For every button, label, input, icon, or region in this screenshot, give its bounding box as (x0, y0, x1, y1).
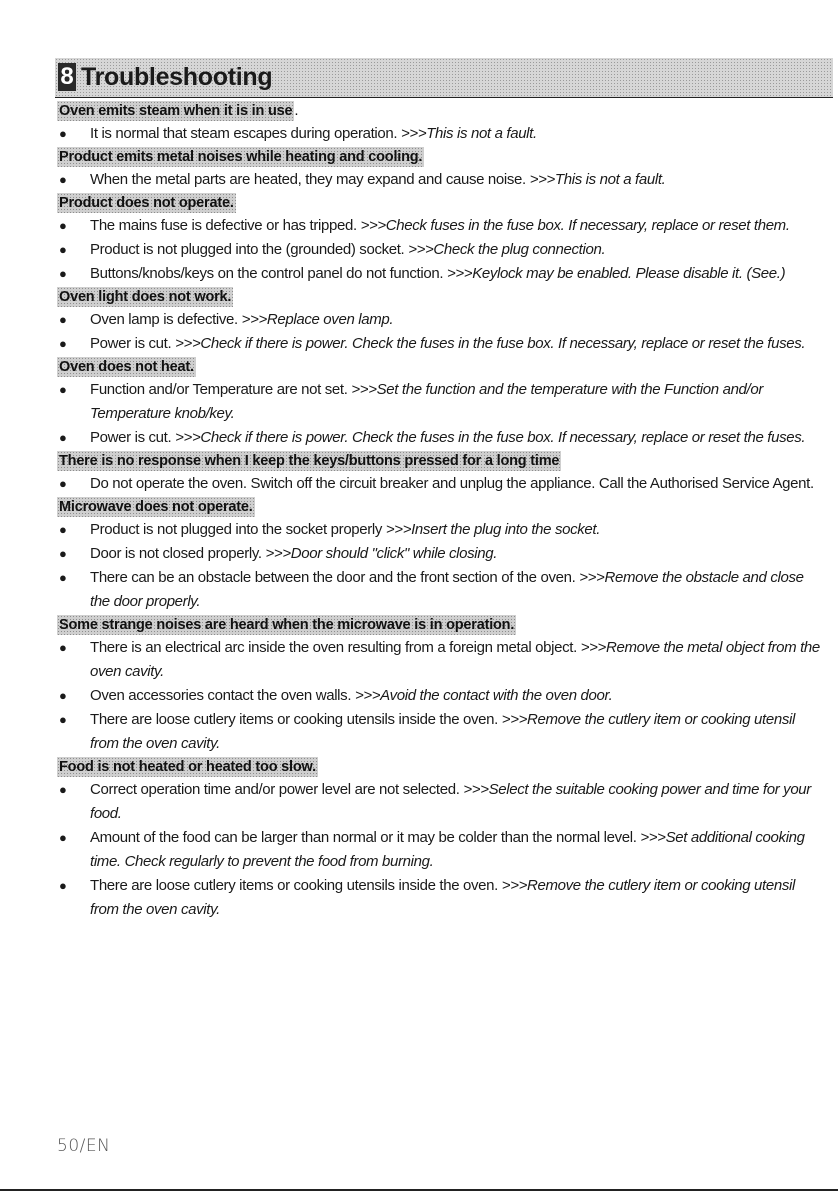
list-item (57, 874, 827, 922)
item-action: >>>Door should "click" while closing. (265, 545, 498, 562)
item-action: >>>Avoid the contact with the oven door. (354, 687, 613, 704)
bullet-icon: ● (59, 570, 67, 585)
item-action: >>>Replace oven lamp. (241, 311, 394, 328)
section-heading: Product does not operate. (59, 195, 234, 211)
list-item (57, 542, 827, 566)
list-item (57, 636, 827, 684)
bullet-icon: ● (59, 476, 67, 491)
list-item (57, 826, 827, 874)
list-item (57, 778, 827, 826)
item-action: >>>Remove the cutlery item or cooking utensil from the oven cavity. (90, 711, 795, 752)
item-text: Product is not plugged into the socket properly (90, 521, 386, 538)
section-heading: Oven does not heat. (59, 359, 194, 375)
chapter-title: Troubleshooting (81, 63, 273, 91)
list-item (57, 378, 827, 426)
troubleshooting-list (57, 100, 827, 922)
section-steam (57, 100, 827, 146)
item-text: It is normal that steam escapes during operation. (90, 125, 402, 142)
bullet-icon: ● (59, 782, 67, 797)
item-text: There can be an obstacle between the door and the front section of the oven. (90, 569, 580, 586)
section-microwave-not-operate (57, 496, 827, 614)
item-action: >>>Keylock may be enabled. Please disable it. (See.) (446, 265, 786, 282)
chapter-number-badge: 8 (58, 63, 76, 91)
section-food-not-heated (57, 756, 827, 922)
item-text: There is an electrical arc inside the oven resulting from a foreign metal object. (90, 639, 581, 656)
list-item (57, 262, 827, 286)
list-item (57, 214, 827, 238)
item-action: >>>Insert the plug into the socket. (385, 521, 601, 538)
item-action: >>>Check if there is power. Check the fuses in the fuse box. If necessary, replace or reset the fuses. (175, 429, 806, 446)
bullet-icon: ● (59, 266, 67, 281)
bullet-icon: ● (59, 242, 67, 257)
item-text: The mains fuse is defective or has tripped. (90, 217, 361, 234)
item-action: >>>Check if there is power. Check the fuses in the fuse box. If necessary, replace or reset the fuses. (175, 335, 806, 352)
bullet-icon: ● (59, 712, 67, 727)
item-text: Buttons/knobs/keys on the control panel do not function. (90, 265, 447, 282)
item-action: >>>Check the plug connection. (408, 241, 606, 258)
item-text: Oven accessories contact the oven walls. (90, 687, 355, 704)
bullet-icon: ● (59, 546, 67, 561)
list-item (57, 238, 827, 262)
section-heading: Some strange noises are heard when the microwave is in operation. (59, 617, 515, 633)
section-heading: Product emits metal noises while heating and cooling. (59, 149, 423, 165)
list-item (57, 168, 827, 192)
page-number: 50/EN (57, 1136, 111, 1156)
list-item (57, 518, 827, 542)
item-text: Power is cut. (90, 335, 176, 352)
list-item (57, 472, 827, 496)
section-no-response (57, 450, 827, 496)
item-text: Product is not plugged into the (grounded) socket. (90, 241, 409, 258)
section-metal-noises (57, 146, 827, 192)
bullet-icon: ● (59, 172, 67, 187)
item-text: There are loose cutlery items or cooking utensils inside the oven. (90, 711, 502, 728)
list-item (57, 708, 827, 756)
item-text: Amount of the food can be larger than normal or it may be colder than the normal level. (90, 829, 641, 846)
bullet-icon: ● (59, 430, 67, 445)
item-action: >>>This is not a fault. (529, 171, 666, 188)
section-oven-light (57, 286, 827, 356)
list-item (57, 426, 827, 450)
list-item (57, 566, 827, 614)
bullet-icon: ● (59, 640, 67, 655)
bullet-icon: ● (59, 126, 67, 141)
list-item (57, 122, 827, 146)
bullet-icon: ● (59, 336, 67, 351)
item-text: Power is cut. (90, 429, 176, 446)
bullet-icon: ● (59, 312, 67, 327)
bullet-icon: ● (59, 382, 67, 397)
item-action: >>>Check fuses in the fuse box. If necessary, replace or reset them. (360, 217, 790, 234)
item-action: >>>Set additional cooking time. Check regularly to prevent the food from burning. (90, 829, 805, 870)
bullet-icon: ● (59, 878, 67, 893)
item-action: >>>Remove the metal object from the oven cavity. (90, 639, 820, 680)
item-action: >>>Remove the cutlery item or cooking utensil from the oven cavity. (90, 877, 795, 918)
section-heading: Oven light does not work. (59, 289, 232, 305)
section-does-not-heat (57, 356, 827, 450)
bullet-icon: ● (59, 522, 67, 537)
list-item (57, 308, 827, 332)
item-text: Oven lamp is defective. (90, 311, 242, 328)
item-text: Correct operation time and/or power level are not selected. (90, 781, 464, 798)
bullet-icon: ● (59, 218, 67, 233)
item-action: >>>Select the suitable cooking power and time for your food. (90, 781, 811, 822)
item-text: Door is not closed properly. (90, 545, 266, 562)
item-text: Do not operate the oven. Switch off the circuit breaker and unplug the appliance. Call the Authorised Service Agent. (90, 475, 814, 492)
item-text: When the metal parts are heated, they may expand and cause noise. (90, 171, 530, 188)
bullet-icon: ● (59, 830, 67, 845)
item-text: Function and/or Temperature are not set. (90, 381, 352, 398)
item-action: >>>This is not a fault. (401, 125, 537, 142)
section-strange-noises (57, 614, 827, 756)
list-item (57, 332, 827, 356)
section-heading: Microwave does not operate. (59, 499, 253, 515)
chapter-header (55, 58, 833, 98)
bullet-icon: ● (59, 688, 67, 703)
section-does-not-operate (57, 192, 827, 286)
section-heading: There is no response when I keep the keys/buttons pressed for a long time (59, 453, 560, 469)
item-text: There are loose cutlery items or cooking utensils inside the oven. (90, 877, 502, 894)
item-action: >>>Remove the obstacle and close the door properly. (90, 569, 804, 610)
list-item (57, 684, 827, 708)
item-action: >>>Set the function and the temperature with the Function and/or Temperature knob/key. (90, 381, 764, 422)
section-heading: Food is not heated or heated too slow. (59, 759, 316, 775)
section-heading: Oven emits steam when it is in use (59, 103, 293, 119)
heading-suffix: . (294, 102, 299, 119)
